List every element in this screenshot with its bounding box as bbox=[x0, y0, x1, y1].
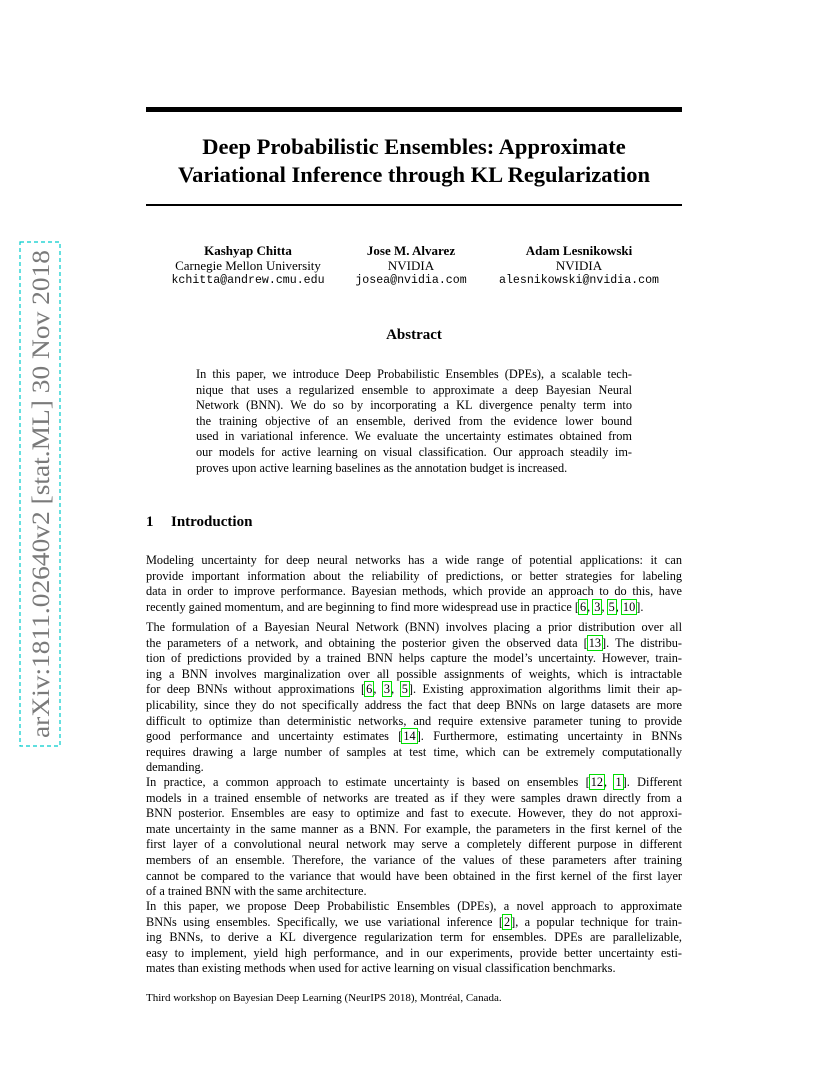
citation-link[interactable]: 2 bbox=[503, 914, 511, 929]
citation-link[interactable]: 13 bbox=[588, 635, 602, 650]
author-affiliation: NVIDIA bbox=[387, 258, 435, 273]
citation-link[interactable]: 6 bbox=[366, 682, 373, 697]
paragraph-line: provide important information about the reliability of predictions, or better strategies for labeling bbox=[146, 568, 682, 583]
author bbox=[499, 243, 659, 289]
section-number: 1 bbox=[146, 514, 154, 530]
section-title: Introduction bbox=[171, 514, 253, 530]
paragraph-line: In this paper, we propose Deep Probabilistic Ensembles (DPEs), a novel approach to approximate bbox=[146, 899, 682, 913]
text-run: ]. Existing approximation algorithms limit their ap- bbox=[408, 682, 682, 697]
arxiv-stamp-graphic bbox=[18, 240, 62, 748]
abstract-line: nique that uses a regularized ensemble to approximate a deep Bayesian Neural bbox=[196, 382, 632, 397]
top-rule bbox=[146, 107, 682, 112]
author bbox=[355, 243, 466, 289]
text-run: ], a popular technique for train- bbox=[511, 914, 682, 929]
abstract-line: In this paper, we introduce Deep Probabilistic Ensembles (DPEs), a scalable tech- bbox=[196, 367, 632, 381]
paragraph-line: cannot be compared to the variance that would have been obtained in the first kernel of the first layer bbox=[146, 868, 682, 883]
paragraph bbox=[146, 553, 682, 615]
text-run: good performance and uncertainty estimates [ bbox=[146, 729, 403, 744]
paragraph-line: for deep BNNs without approximations [6, 3, 5]. Existing approximation algorithms limit their ap- bbox=[146, 682, 682, 697]
paragraph-line: demanding. bbox=[146, 760, 204, 775]
citation-link[interactable]: 6 bbox=[579, 599, 587, 614]
author-affiliation: NVIDIA bbox=[555, 258, 603, 273]
text-run: ]. Different bbox=[622, 775, 682, 789]
venue-footnote: Third workshop on Bayesian Deep Learning (NeurIPS 2018), Montréal, Canada. bbox=[146, 992, 502, 1004]
text-run: for deep BNNs without approximations [ bbox=[146, 682, 366, 697]
citation-link[interactable]: 5 bbox=[401, 682, 408, 697]
author-name: Kashyap Chitta bbox=[204, 243, 292, 258]
stamp-text: arXiv:1811.02640v2 [stat.ML] 30 Nov 2018 bbox=[26, 284, 55, 738]
paragraph-line: mate uncertainty in the same manner as a BNN. For example, the parameters in the first kernel of the bbox=[146, 821, 682, 836]
paragraph-line: plicability, since they do not specifically address the fact that deep BNNs on large datasets are more bbox=[146, 697, 682, 712]
text-run: BNNs using ensembles. Specifically, we use variational inference [ bbox=[146, 914, 503, 929]
author-email: kchitta@andrew.cmu.edu bbox=[171, 274, 325, 287]
arxiv-stamp bbox=[18, 240, 62, 748]
paragraph-line: members of an ensemble. Therefore, the variance of the values of these parameters after training bbox=[146, 852, 682, 867]
paragraph bbox=[146, 899, 682, 977]
author-email: josea@nvidia.com bbox=[355, 274, 467, 287]
text-run: ]. bbox=[636, 599, 644, 614]
abstract-line: the training objective of an ensemble, derived from the evidence lower bound bbox=[196, 413, 632, 428]
title-line: Deep Probabilistic Ensembles: Approximate bbox=[202, 134, 626, 159]
paragraph-line: Modeling uncertainty for deep neural networks has a wide range of potential applications: it can bbox=[146, 553, 682, 567]
text-run: ]. The distribu- bbox=[602, 635, 682, 650]
text-run: the parameters of a network, and obtaining the posterior given the observed data [ bbox=[146, 635, 588, 650]
paragraph-line: ing BNNs, to derive a KL divergence regularization term for ensembles. DPEs are parallelizable, bbox=[146, 930, 682, 945]
author-affiliation: Carnegie Mellon University bbox=[175, 258, 321, 273]
paragraph-line: tion of predictions provided by a trained BNN helps capture the model’s uncertainty. However, train- bbox=[146, 651, 682, 666]
paragraph-line: recently gained momentum, and are beginning to find more widespread use in practice [6, 3, 5, 10]. bbox=[146, 599, 644, 614]
paragraph-line: models in a trained ensemble of networks are treated as if they were samples drawn directly from a bbox=[146, 790, 682, 805]
author-email: alesnikowski@nvidia.com bbox=[498, 274, 660, 287]
text-run: In practice, a common approach to estimate uncertainty is based on ensembles [ bbox=[146, 775, 590, 789]
abstract-line: Network (BNN). We do so by incorporating a KL divergence penalty term into bbox=[196, 398, 632, 413]
bottom-rule bbox=[146, 204, 682, 206]
author bbox=[171, 243, 324, 289]
paragraph bbox=[146, 620, 682, 776]
paragraph-line: The formulation of a Bayesian Neural Network (BNN) involves placing a prior distribution over all bbox=[146, 620, 682, 634]
author-name: Jose M. Alvarez bbox=[366, 243, 456, 258]
abstract-line: used in variational inference. We evaluate the uncertainty estimates obtained from bbox=[196, 429, 632, 444]
paragraph-line: easy to implement, yield high performance, and in our experiments, provide better uncertainty esti- bbox=[146, 945, 682, 960]
abstract-line: proves upon active learning baselines as the annotation budget is increased. bbox=[196, 460, 568, 475]
paragraph-line: BNN posterior. Ensembles are easy to optimize and fast to execute. However, they do not approxi- bbox=[146, 806, 682, 821]
paragraph-line bbox=[146, 636, 682, 652]
citation-link[interactable]: 10 bbox=[622, 599, 636, 614]
paragraph-line: In practice, a common approach to estimate uncertainty is based on ensembles [12, 1]. Different bbox=[146, 775, 682, 789]
paragraph-line: first layer of a convolutional neural network may serve a completely different purpose in different bbox=[146, 837, 682, 852]
section-heading bbox=[146, 514, 252, 531]
citation-link[interactable]: 3 bbox=[594, 599, 601, 614]
citation-link[interactable]: 14 bbox=[403, 729, 416, 744]
abstract-line: our models for active learning on visual classification. Our approach steadily im- bbox=[196, 444, 632, 459]
paper-title bbox=[146, 133, 682, 189]
paragraph-line: of a trained BNN with the same architecture. bbox=[146, 884, 367, 899]
paragraph-line bbox=[146, 915, 682, 931]
text-run: ]. Furthermore, estimating uncertainty in BNNs bbox=[416, 729, 682, 744]
citation-link[interactable]: 1 bbox=[615, 775, 622, 789]
paragraph bbox=[146, 775, 682, 900]
paragraph-line: ing a BNN involves marginalization over all possible assignments of weights, which is intractable bbox=[146, 666, 682, 681]
citation-link[interactable]: 3 bbox=[383, 682, 391, 697]
paragraph-line: requires drawing a large number of samples at test time, which can be extremely computationally bbox=[146, 744, 682, 759]
title-line: Variational Inference through KL Regularization bbox=[177, 162, 651, 187]
citation-link[interactable]: 12 bbox=[590, 775, 604, 789]
abstract-heading: Abstract bbox=[386, 327, 442, 343]
paragraph-line bbox=[146, 729, 682, 745]
paragraph-line: mates than existing methods when used for active learning on visual classification benchmarks. bbox=[146, 961, 616, 976]
citation-link[interactable]: 5 bbox=[608, 599, 615, 614]
paragraph-line: data in order to improve performance. Bayesian methods, which provide an approach to do this, have bbox=[146, 584, 682, 599]
author-name: Adam Lesnikowski bbox=[525, 243, 633, 258]
abstract-body bbox=[196, 367, 632, 476]
text-run: recently gained momentum, and are beginning to find more widespread use in practice [ bbox=[146, 599, 579, 614]
paragraph-line: difficult to optimize than deterministic networks, and require extensive parameter tuning to provide bbox=[146, 713, 682, 728]
